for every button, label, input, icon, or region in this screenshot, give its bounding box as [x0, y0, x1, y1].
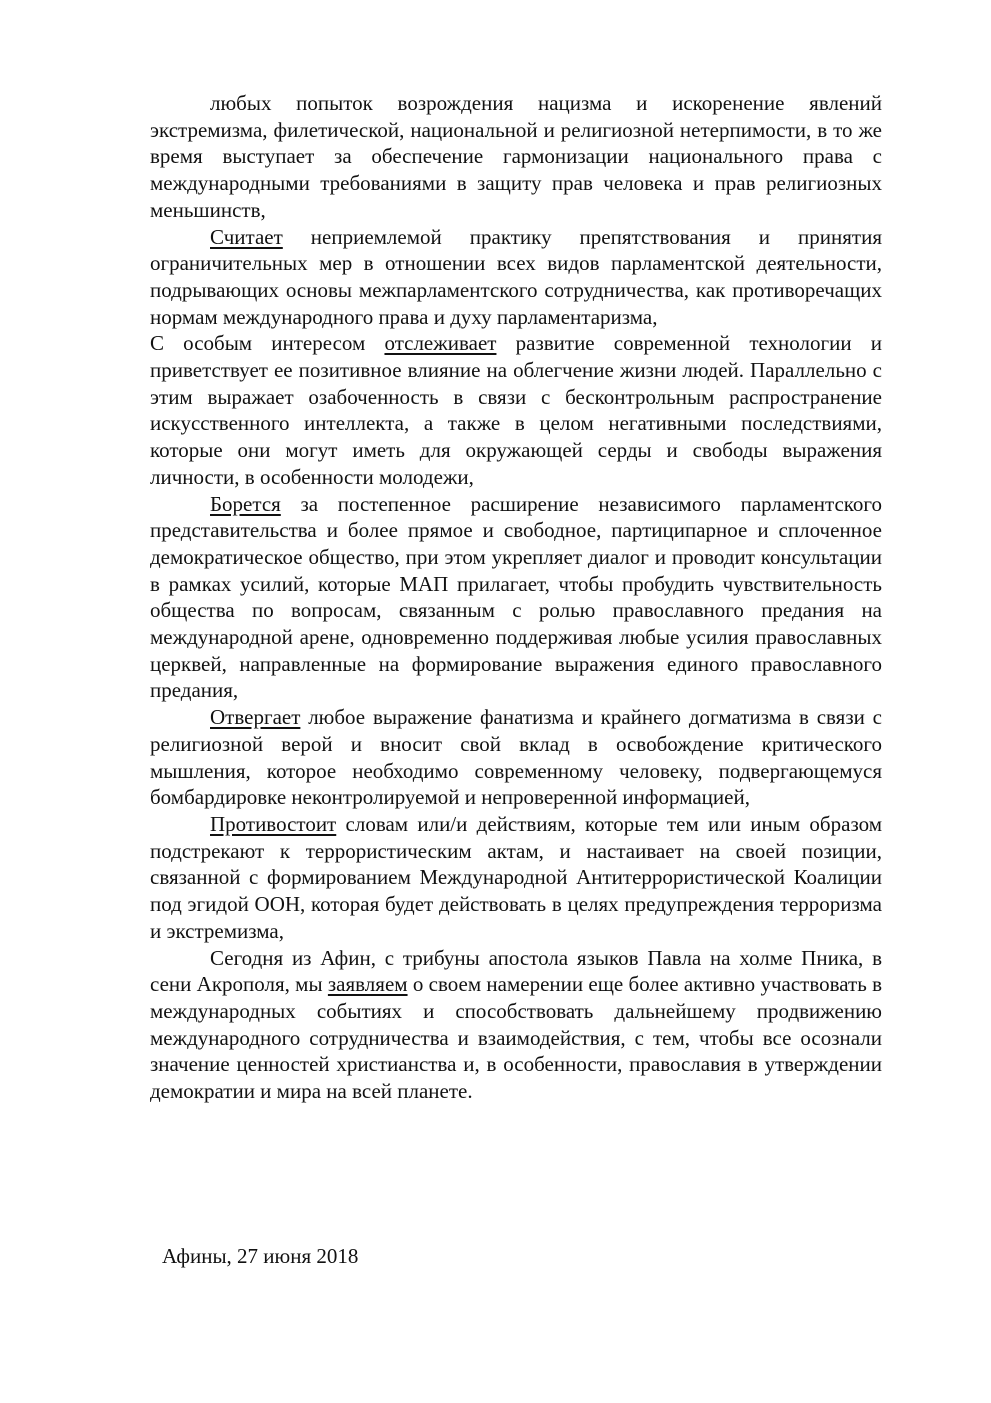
paragraph-lead: Сегодня из Афин, с трибуны апостола языков Павла на холме Пника, в сени Акрополя, мы: [150, 945, 882, 997]
paragraph-lead: С особым интересом: [150, 331, 385, 356]
keyword-underlined: Считает: [210, 224, 283, 249]
paragraph-tracks: [150, 330, 882, 490]
keyword-underlined: отслеживает: [384, 331, 497, 356]
paragraph-nazism: [150, 90, 882, 224]
place-date-signature: Афины, 27 июня 2018: [162, 1244, 359, 1268]
keyword-underlined: Противостоит: [210, 811, 337, 836]
keyword-underlined: заявляем: [327, 972, 408, 997]
paragraph-fights: [150, 491, 882, 705]
document-body: [150, 90, 882, 1105]
paragraph-text: за постепенное расширение независимого парламентского представительства и более прямое и свободное, партиципарное и сплоченное демократическое общество, при этом укрепляет диалог и проводит консультации в рамках усилий, которые МАП прилагает, чтобы пробудить чувствительность общества по вопросам, связанным с ролью православного предания на международной арене, одновременно поддерживая любые усилия православных церквей, направленные на формирование выражения единого православного предания,: [150, 491, 882, 703]
paragraph-text: любое выражение фанатизма и крайнего догматизма в связи с религиозной верой и вносит свой вклад в освобождение критического мышления, которое необходимо современному человеку, подвергающемуся бомбардировке неконтролируемой и непроверенной информацией,: [150, 705, 882, 810]
paragraph-text: любых попыток возрождения нацизма и искоренение явлений экстремизма, филетической, национальной и религиозной нетерпимости, в то же время выступает за обеспечение гармонизации национального права с международными требованиями в защиту прав человека и прав религиозных меньшинств,: [150, 91, 882, 222]
paragraph-text: о своем намерении еще более активно участвовать в международных событиях и способствовать дальнейшему продвижению международного сотрудничества и взаимодействия, с тем, чтобы все осознали значение ценностей христианства и, в особенности, православия в утверждении демократии и мира на всей планете.: [150, 972, 882, 1104]
paragraph-considers: [150, 224, 882, 331]
paragraph-opposes: [150, 811, 882, 945]
paragraph-declares: [150, 945, 882, 1105]
paragraph-text: словам или/и действиям, которые тем или иным образом подстрекают к террористическим актам, и настаивает на своей позиции, связанной с формированием Международной Антитеррористической Коалиции под эгидой ООН, которая будет действовать в целях предупреждения терроризма и экстремизма,: [150, 811, 882, 943]
paragraph-rejects: [150, 704, 882, 811]
keyword-underlined: Отвергает: [210, 705, 301, 730]
paragraph-text: развитие современной технологии и приветствует ее позитивное влияние на облегчение жизни людей. Параллельно с этим выражает озабоченность в связи с бесконтрольным распространение искусственного интеллекта, а также в целом негативными последствиями, которые они могут иметь для окружающей серды и свободы выражения личности, в особенности молодежи,: [150, 331, 882, 489]
keyword-underlined: Борется: [210, 491, 281, 516]
paragraph-text: неприемлемой практику препятствования и принятия ограничительных мер в отношении всех видов парламентской деятельности, подрывающих основы межпарламентского сотрудничества, как противоречащих нормам международного права и духу парламентаризма,: [150, 224, 882, 329]
